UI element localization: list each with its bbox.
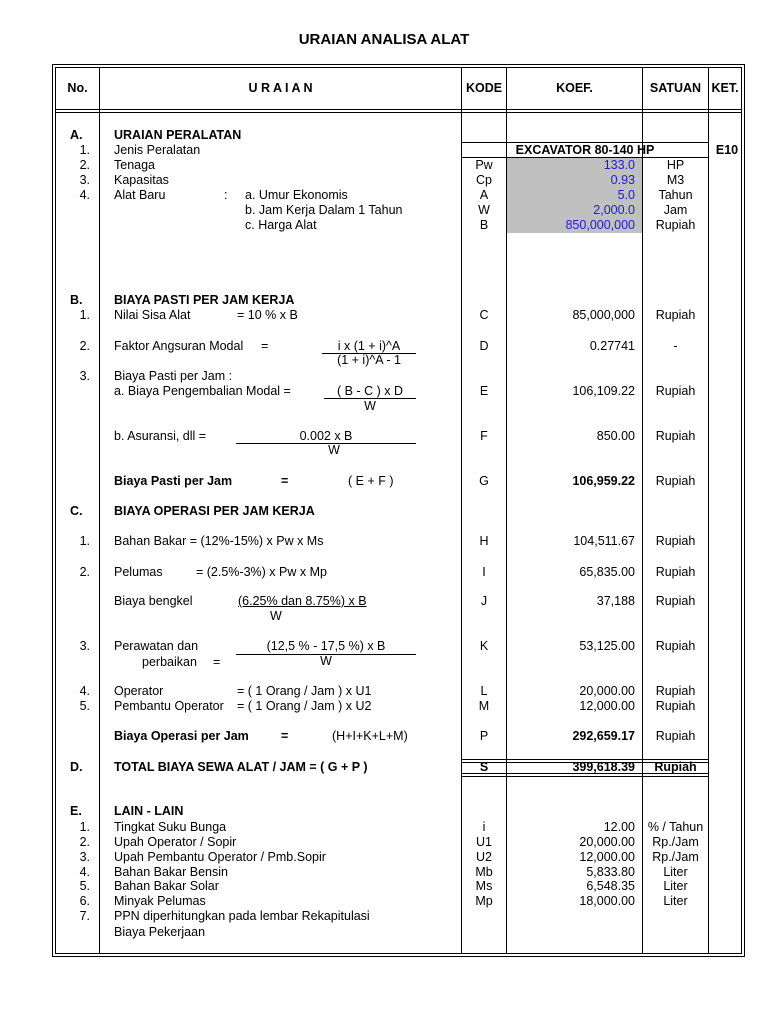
row-koef: 106,109.22 [572, 384, 635, 398]
row-label-cont: perbaikan [142, 655, 197, 669]
row-formula: = ( 1 Orang / Jam ) x U2 [237, 699, 372, 713]
row-koef: 6,548.35 [586, 879, 635, 893]
row-no: 1. [79, 534, 90, 548]
fraction-numerator: i x (1 + i)^A [337, 339, 401, 353]
row-no: 2. [79, 565, 90, 579]
row-equals: = [281, 474, 289, 488]
row-no: 4. [79, 188, 90, 202]
row-no: 3. [79, 369, 90, 383]
section-title: URAIAN PERALATAN [114, 128, 242, 142]
row-formula: = 10 % x B [237, 308, 298, 322]
equipment-code: E10 [715, 143, 739, 157]
header-no: No. [67, 81, 88, 95]
header-satuan: SATUAN [649, 81, 702, 95]
row-satuan: Rupiah [655, 565, 696, 579]
row-label: Biaya bengkel [114, 594, 193, 608]
section-no: D. [70, 760, 83, 774]
total-satuan: Rupiah [654, 760, 697, 774]
row-label: Biaya Pasti per Jam : [114, 369, 233, 383]
fraction-numerator: (12,5 % - 17,5 %) x B [266, 639, 386, 653]
row-kode: U2 [476, 850, 492, 864]
row-colon: : [224, 188, 228, 202]
row-kode: Ms [475, 879, 493, 893]
header-ket: KET. [711, 81, 739, 95]
row-kode: P [479, 729, 489, 743]
row-no: 3. [79, 850, 90, 864]
row-no: 2. [79, 835, 90, 849]
row-no: 4. [79, 684, 90, 698]
row-satuan: Rp./Jam [652, 835, 699, 849]
row-no: 1. [79, 143, 90, 157]
total-label: TOTAL BIAYA SEWA ALAT / JAM = ( G + P ) [114, 760, 368, 774]
row-label: Kapasitas [114, 173, 169, 187]
row-koef: 133.0 [603, 158, 635, 172]
row-no: 5. [79, 879, 90, 893]
row-satuan: % / Tahun [647, 820, 704, 834]
row-koef: 850.00 [596, 429, 635, 443]
row-satuan: Liter [663, 894, 688, 908]
row-satuan: M3 [666, 173, 685, 187]
row-formula: ( E + F ) [348, 474, 394, 488]
row-koef: 12,000.00 [579, 850, 635, 864]
row-label: Nilai Sisa Alat [114, 308, 191, 322]
row-no: 2. [79, 339, 90, 353]
row-satuan: Tahun [658, 188, 693, 202]
row-no: 2. [79, 158, 90, 172]
row-koef: 37,188 [596, 594, 635, 608]
row-sub-label: c. Harga Alat [245, 218, 317, 232]
row-kode: A [479, 188, 489, 202]
row-kode: H [479, 534, 489, 548]
row-label: Pelumas [114, 565, 163, 579]
section-no: C. [70, 504, 83, 518]
row-label: Upah Operator / Sopir [114, 835, 237, 849]
row-label: Pembantu Operator [114, 699, 224, 713]
row-koef: 65,835.00 [579, 565, 635, 579]
row-no: 6. [79, 894, 90, 908]
row-koef: 5.0 [617, 188, 635, 202]
row-satuan: HP [666, 158, 685, 172]
row-satuan: Rupiah [655, 729, 696, 743]
fraction-numerator: 0.002 x B [299, 429, 353, 443]
fraction-denominator: W [328, 443, 340, 457]
row-satuan: Rupiah [655, 639, 696, 653]
section-no: E. [70, 804, 82, 818]
row-koef: 20,000.00 [579, 835, 635, 849]
row-label-cont: Biaya Pekerjaan [114, 925, 206, 939]
subtotal-value: 106,959.22 [572, 474, 635, 488]
row-label: Bahan Bakar Bensin [114, 865, 228, 879]
row-kode: I [482, 565, 486, 579]
row-koef: 20,000.00 [579, 684, 635, 698]
section-no: B. [70, 293, 83, 307]
row-label: Tingkat Suku Bunga [114, 820, 227, 834]
row-label: Tenaga [114, 158, 156, 172]
row-satuan: Liter [663, 879, 688, 893]
row-kode: W [478, 203, 490, 217]
row-koef: 53,125.00 [579, 639, 635, 653]
row-kode: M [478, 699, 490, 713]
row-kode: U1 [476, 835, 492, 849]
fraction-denominator: (1 + i)^A - 1 [337, 353, 401, 367]
section-no: A. [70, 128, 83, 142]
row-koef: 12.00 [603, 820, 635, 834]
row-label: PPN diperhitungkan pada lembar Rekapitulasi [114, 909, 370, 923]
row-satuan: Liter [663, 865, 688, 879]
row-satuan: Rupiah [655, 699, 696, 713]
row-label: Bahan Bakar Solar [114, 879, 219, 893]
row-koef: 0.27741 [589, 339, 635, 353]
row-satuan: - [673, 339, 678, 353]
row-label: b. Asuransi, dll = [114, 429, 207, 443]
section-title: BIAYA OPERASI PER JAM KERJA [114, 504, 315, 518]
row-kode: F [480, 429, 488, 443]
row-koef: 0.93 [610, 173, 635, 187]
row-label: Operator [114, 684, 164, 698]
header-koef: KOEF. [556, 81, 593, 95]
row-no: 7. [79, 909, 90, 923]
total-value: 399,618.39 [572, 760, 635, 774]
row-formula: = (2.5%-3%) x Pw x Mp [196, 565, 327, 579]
equipment-name: EXCAVATOR 80-140 HP [515, 143, 655, 157]
section-title: BIAYA PASTI PER JAM KERJA [114, 293, 295, 307]
row-kode: E [479, 384, 489, 398]
row-satuan: Rupiah [655, 594, 696, 608]
row-formula: (H+I+K+L+M) [332, 729, 408, 743]
row-kode: i [482, 820, 486, 834]
fraction-denominator: W [320, 654, 332, 668]
row-no: 1. [79, 820, 90, 834]
row-equals: = [261, 339, 269, 353]
row-satuan: Jam [663, 203, 688, 217]
row-label: Faktor Angsuran Modal [114, 339, 244, 353]
row-no: 1. [79, 308, 90, 322]
row-koef: 12,000.00 [579, 699, 635, 713]
row-koef: 2,000.0 [593, 203, 635, 217]
row-no: 4. [79, 865, 90, 879]
row-kode: J [480, 594, 488, 608]
total-kode: S [479, 760, 489, 774]
row-kode: Pw [475, 158, 493, 172]
row-satuan: Rupiah [655, 384, 696, 398]
row-koef: 850,000,000 [565, 218, 635, 232]
row-kode: Mb [475, 865, 493, 879]
row-kode: Mp [475, 894, 493, 908]
section-title: LAIN - LAIN [114, 804, 184, 818]
row-kode: D [479, 339, 489, 353]
row-satuan: Rupiah [655, 684, 696, 698]
row-label: Minyak Pelumas [114, 894, 206, 908]
row-koef: 5,833.80 [586, 865, 635, 879]
row-satuan: Rupiah [655, 308, 696, 322]
row-label: Upah Pembantu Operator / Pmb.Sopir [114, 850, 326, 864]
row-satuan: Rupiah [655, 474, 696, 488]
row-sub-label: a. Umur Ekonomis [245, 188, 348, 202]
row-no: 3. [79, 639, 90, 653]
row-label: Bahan Bakar = (12%-15%) x Pw x Ms [114, 534, 324, 548]
row-label: Perawatan dan [114, 639, 199, 653]
row-koef: 18,000.00 [579, 894, 635, 908]
row-satuan: Rupiah [655, 218, 696, 232]
row-no: 3. [79, 173, 90, 187]
row-koef: 85,000,000 [572, 308, 635, 322]
header-kode: KODE [465, 81, 503, 95]
row-kode: G [479, 474, 489, 488]
fraction-denominator: W [270, 609, 282, 623]
row-label: Jenis Peralatan [114, 143, 201, 157]
row-satuan: Rupiah [655, 429, 696, 443]
row-sub-label: a. Biaya Pengembalian Modal = [114, 384, 291, 398]
row-kode: K [479, 639, 489, 653]
row-no: 5. [79, 699, 90, 713]
fraction-numerator: ( B - C ) x D [337, 384, 403, 398]
fraction-denominator: W [364, 399, 376, 413]
subtotal-label: Biaya Pasti per Jam [114, 474, 233, 488]
row-equals: = [281, 729, 289, 743]
row-kode: C [479, 308, 489, 322]
row-satuan: Rupiah [655, 534, 696, 548]
row-equals: = [213, 655, 221, 669]
row-kode: L [480, 684, 488, 698]
header-uraian: U R A I A N [248, 81, 313, 95]
fraction-numerator: (6.25% dan 8.75%) x B [238, 594, 367, 608]
row-sub-label: b. Jam Kerja Dalam 1 Tahun [245, 203, 403, 217]
row-formula: = ( 1 Orang / Jam ) x U1 [237, 684, 372, 698]
subtotal-value: 292,659.17 [572, 729, 635, 743]
row-kode: Cp [476, 173, 492, 187]
row-satuan: Rp./Jam [652, 850, 699, 864]
row-label: Alat Baru [114, 188, 166, 202]
subtotal-label: Biaya Operasi per Jam [114, 729, 249, 743]
row-koef: 104,511.67 [573, 534, 635, 548]
page-title: URAIAN ANALISA ALAT [298, 31, 470, 48]
row-kode: B [479, 218, 489, 232]
